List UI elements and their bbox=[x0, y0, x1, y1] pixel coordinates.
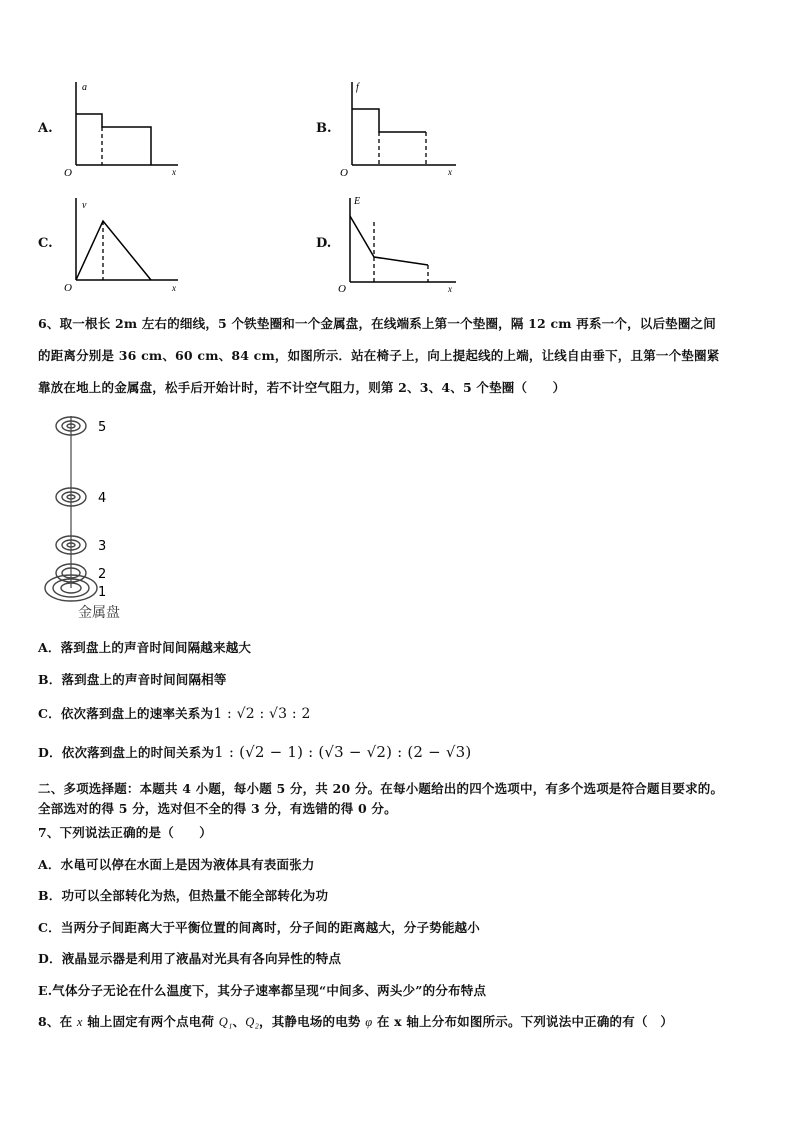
q6-option-c-text: C．依次落到盘上的速率关系为 bbox=[38, 706, 214, 721]
q8-q2-symbol: Q₂ bbox=[245, 1015, 260, 1029]
q8-phi-symbol: φ bbox=[365, 1015, 373, 1029]
graph-d-origin: O bbox=[338, 283, 346, 294]
q7-option-c: C．当两分子间距离大于平衡位置的间离时，分子间的距离越大，分子势能越小 bbox=[38, 920, 480, 935]
option-a-label: A. bbox=[38, 121, 53, 136]
option-d-label: D. bbox=[316, 236, 332, 251]
q6-option-d-math: 1 : (√2 − 1) : (√3 − √2) : (2 − √3) bbox=[214, 743, 472, 761]
washer-1-label: 1 bbox=[98, 585, 107, 600]
graph-d-energy bbox=[338, 194, 468, 294]
q6-stem-line-3: 靠放在地上的金属盘，松手后开始计时，若不计空气阻力，则第 2、3、4、5 个垫圈（ ） bbox=[38, 380, 566, 395]
q7-option-a: A．水黾可以停在水面上是因为液体具有表面张力 bbox=[38, 857, 315, 872]
q8-stem bbox=[38, 1012, 673, 1030]
q6-option-a: A．落到盘上的声音时间间隔越来越大 bbox=[38, 640, 252, 655]
washer-figure bbox=[36, 410, 176, 625]
graph-b-force bbox=[338, 78, 468, 178]
graph-a-x-label: x bbox=[172, 167, 176, 177]
q6-option-c bbox=[38, 704, 311, 722]
q8-x-symbol: x bbox=[76, 1015, 83, 1029]
graph-c-velocity bbox=[60, 194, 190, 294]
section2-heading-line-1: 二、多项选择题：本题共 4 小题，每小题 5 分，共 20 分。在每小题给出的四个选项中，有多个选项是符合题目要求的。 bbox=[38, 781, 724, 796]
option-c-label: C. bbox=[38, 236, 53, 251]
graph-a-origin: O bbox=[64, 167, 72, 178]
graph-d-x-label: x bbox=[448, 284, 452, 294]
graph-a-y-label: a bbox=[82, 82, 87, 93]
option-b-label: B. bbox=[316, 121, 332, 136]
q7-option-e: E.气体分子无论在什么温度下，其分子速率都呈现“中间多、两头少”的分布特点 bbox=[38, 983, 487, 998]
q6-option-d bbox=[38, 743, 471, 761]
q8-stem-mid1: 轴上固定有两个点电荷 bbox=[87, 1014, 215, 1029]
graph-c-origin: O bbox=[64, 282, 72, 294]
washer-2-label: 2 bbox=[98, 567, 107, 582]
graph-c-y-label: v bbox=[82, 200, 87, 211]
q8-q1-symbol: Q₁ bbox=[218, 1015, 233, 1029]
metal-plate-label: 金属盘 bbox=[78, 605, 120, 621]
q7-stem: 7、下列说法正确的是（ ） bbox=[38, 825, 212, 840]
graph-b-x-label: x bbox=[448, 167, 452, 177]
q6-stem-line-2: 的距离分别是 36 cm、60 cm、84 cm，如图所示．站在椅子上，向上提起线的上端，让线自由垂下，且第一个垫圈紧 bbox=[38, 348, 720, 363]
q6-option-c-math: 1 : √2 : √3 : 2 bbox=[213, 706, 311, 722]
graph-d-y-label: E bbox=[354, 196, 361, 207]
q7-option-d: D．液晶显示器是利用了液晶对光具有各向异性的特点 bbox=[38, 951, 342, 966]
q8-stem-mid2: ，其静电场的电势 bbox=[259, 1014, 361, 1029]
q8-sep: 、 bbox=[232, 1014, 246, 1029]
graph-b-y-label: f bbox=[356, 82, 359, 93]
section2-heading-line-2: 全部选对的得 5 分，选对但不全的得 3 分，有选错的得 0 分。 bbox=[38, 801, 397, 816]
washer-5-label: 5 bbox=[98, 420, 107, 435]
q7-option-b: B．功可以全部转化为热，但热量不能全部转化为功 bbox=[38, 888, 329, 903]
washer-4-label: 4 bbox=[98, 491, 107, 506]
graph-a-acceleration bbox=[60, 78, 190, 178]
q6-option-b: B．落到盘上的声音时间间隔相等 bbox=[38, 672, 227, 687]
graph-c-x-label: x bbox=[172, 283, 176, 293]
washer-3-label: 3 bbox=[98, 539, 107, 554]
graph-b-origin: O bbox=[340, 167, 348, 178]
q6-option-d-text: D．依次落到盘上的时间关系为 bbox=[38, 745, 215, 760]
q6-stem-line-1: 6、取一根长 2m 左右的细线，5 个铁垫圈和一个金属盘，在线端系上第一个垫圈，隔 12 cm 再系一个，以后垫圈之间 bbox=[38, 316, 716, 331]
q8-stem-mid3: 在 x 轴上分布如图所示。下列说法中正确的有（ ） bbox=[376, 1014, 674, 1029]
q8-stem-pre: 8、在 bbox=[38, 1014, 73, 1029]
